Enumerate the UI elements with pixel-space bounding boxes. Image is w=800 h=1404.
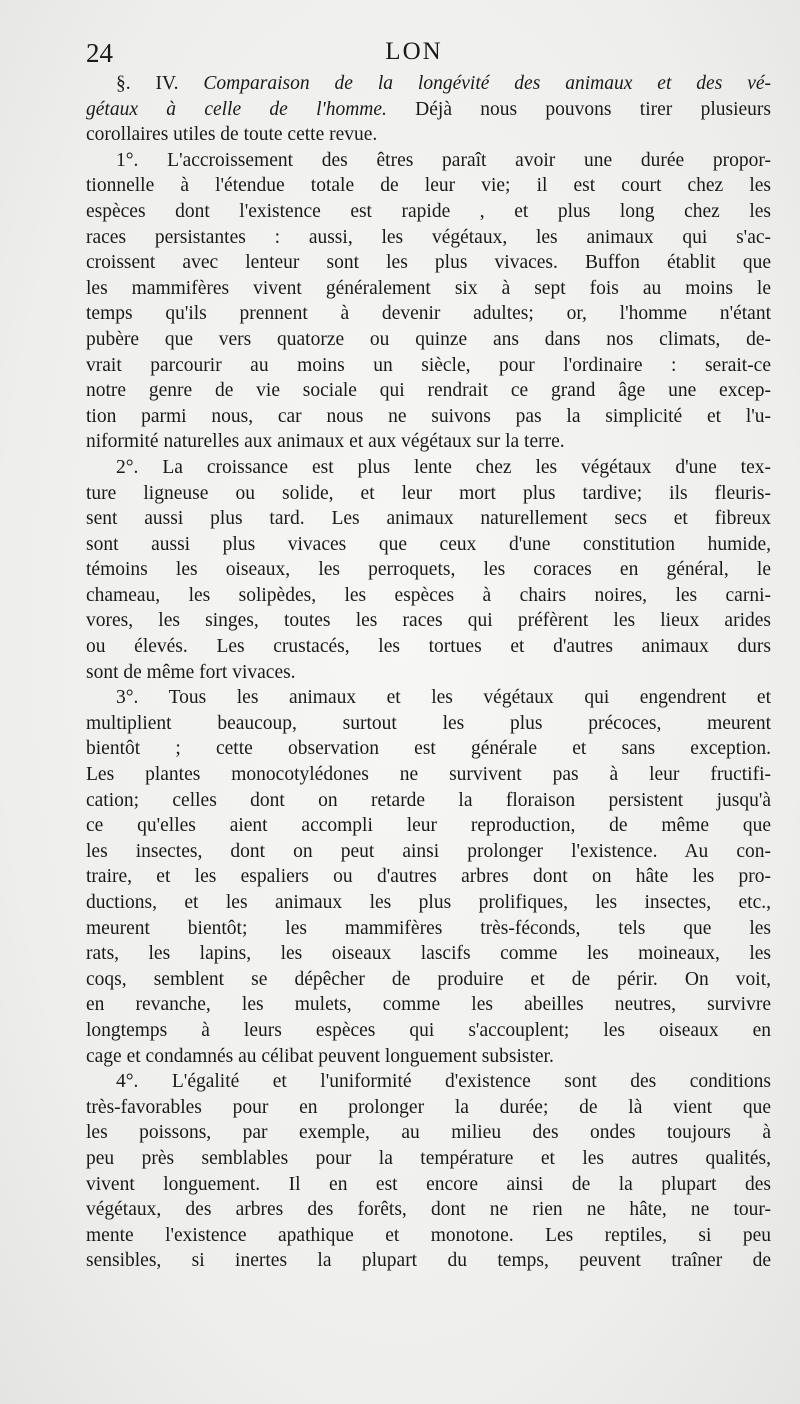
text-segment: meurent bientôt; les mammifères très-féconds, tels que les (86, 917, 771, 939)
text-segment: vivent longuement. Il en est encore ainsi de la plupart des (86, 1173, 771, 1195)
text-line (86, 429, 771, 455)
text-line (86, 173, 771, 199)
text-line (86, 378, 771, 404)
text-line (86, 1146, 771, 1172)
text-line (86, 1120, 771, 1146)
text-segment: ou élevés. Les crustacés, les tortues et d'autres animaux durs (86, 636, 771, 658)
text-segment: temps qu'ils prennent à devenir adultes; or, l'homme n'étant (86, 303, 771, 325)
text-segment: chameau, les solipèdes, les espèces à chairs noires, les carni- (86, 584, 771, 606)
text-line (86, 301, 771, 327)
text-line (86, 1069, 771, 1095)
text-segment: cation; celles dont on retarde la floraison persistent jusqu'à (86, 789, 771, 811)
text-line (86, 685, 771, 711)
text-line (86, 353, 771, 379)
text-segment: sent aussi plus tard. Les animaux naturellement secs et fibreux (86, 508, 771, 530)
text-line (86, 327, 771, 353)
italic-text: Comparaison de la longévité des animaux et des vé- (203, 73, 771, 94)
text-segment: vores, les singes, toutes les races qui préfèrent les lieux arides (86, 610, 771, 632)
text-line (86, 1197, 771, 1223)
text-line (86, 711, 771, 737)
text-segment: cage et condamnés au célibat peuvent longuement subsister. (86, 1045, 554, 1067)
text-segment: Déjà nous pouvons tirer plusieurs (386, 98, 771, 120)
text-segment: ductions, et les animaux les plus prolifiques, les insectes, etc., (86, 892, 771, 913)
text-segment: longtemps à leurs espèces qui s'accouplent; les oiseaux en (86, 1019, 771, 1041)
text-line (86, 762, 771, 788)
text-line (86, 404, 771, 430)
text-line (86, 839, 771, 865)
text-line (86, 199, 771, 225)
text-line (86, 97, 771, 123)
text-line (86, 890, 771, 916)
text-line (86, 813, 771, 839)
text-segment: notre genre de vie sociale qui rendrait ce grand âge une excep- (86, 380, 771, 402)
text-line (86, 864, 771, 890)
text-segment: rats, les lapins, les oiseaux lascifs comme les moineaux, les (86, 943, 771, 965)
text-segment: vrait parcourir au moins un siècle, pour l'ordinaire : serait-ce (86, 354, 771, 376)
text-line (86, 506, 771, 532)
text-segment: coqs, semblent se dépêcher de produire et de périr. On voit, (86, 968, 771, 990)
text-line (86, 148, 771, 174)
text-segment: sensibles, si inertes la plupart du temps, peuvent traîner de (86, 1250, 771, 1272)
text-segment: les poissons, par exemple, au milieu des ondes toujours à (86, 1122, 771, 1144)
italic-text: gétaux à celle de l'homme. (86, 98, 387, 120)
page-header (86, 38, 742, 72)
text-segment: races persistantes : aussi, les végétaux, les animaux qui s'ac- (86, 226, 771, 248)
text-segment: ture ligneuse ou solide, et leur mort plus tardive; ils fleuris- (86, 482, 771, 504)
text-segment: 4°. L'égalité et l'uniformité d'existence sont des conditions (116, 1071, 771, 1093)
text-line (86, 992, 771, 1018)
text-segment: sont aussi plus vivaces que ceux d'une constitution humide, (86, 533, 771, 555)
text-line (86, 1095, 771, 1121)
text-segment: peu près semblables pour la température et les autres qualités, (86, 1147, 771, 1169)
page-number: 24 (86, 38, 113, 68)
text-segment: §. IV. (116, 73, 204, 94)
text-line (86, 941, 771, 967)
text-line (86, 1172, 771, 1198)
text-line (86, 967, 771, 993)
text-segment: multiplient beaucoup, surtout les plus précoces, meurent (86, 712, 771, 734)
text-line (86, 557, 771, 583)
text-segment: Les plantes monocotylédones ne survivent pas à leur fructifi- (86, 764, 771, 786)
text-segment: 1°. L'accroissement des êtres paraît avoir une durée propor- (116, 149, 771, 171)
text-line (86, 736, 771, 762)
text-segment: espèces dont l'existence est rapide , et plus long chez les (86, 200, 771, 222)
text-segment: tionnelle à l'étendue totale de leur vie; il est court chez les (86, 175, 771, 197)
text-line (86, 250, 771, 276)
text-segment: corollaires utiles de toute cette revue. (86, 124, 378, 146)
text-line (86, 532, 771, 558)
text-line (86, 1248, 771, 1274)
text-line (86, 1044, 771, 1070)
text-line (86, 583, 771, 609)
text-segment: mente l'existence apathique et monotone. Les reptiles, si peu (86, 1224, 771, 1246)
text-segment: traire, et les espaliers ou d'autres arbres dont on hâte les pro- (86, 866, 771, 888)
text-line (86, 916, 771, 942)
text-segment: 3°. Tous les animaux et les végétaux qui engendrent et (116, 687, 771, 709)
text-segment: niformité naturelles aux animaux et aux végétaux sur la terre. (86, 431, 565, 453)
text-segment: témoins les oiseaux, les perroquets, les coraces en général, le (86, 559, 771, 581)
text-segment: 2°. La croissance est plus lente chez les végétaux d'une tex- (116, 456, 771, 478)
text-line (86, 660, 771, 686)
text-line (86, 225, 771, 251)
text-line (86, 634, 771, 660)
text-segment: les mammifères vivent généralement six à sept fois au moins le (86, 277, 771, 299)
text-segment: sont de même fort vivaces. (86, 661, 296, 683)
text-line (86, 455, 771, 481)
text-line (86, 481, 771, 507)
text-segment: les insectes, dont on peut ainsi prolonger l'existence. Au con- (86, 840, 771, 862)
text-line (86, 1223, 771, 1249)
text-line (86, 276, 771, 302)
running-head: LON (385, 38, 443, 65)
body-text (86, 71, 771, 1274)
text-line (86, 122, 771, 148)
text-line (86, 71, 771, 97)
text-segment: très-favorables pour en prolonger la durée; de là vient que (86, 1096, 771, 1118)
text-line (86, 788, 771, 814)
text-segment: en revanche, les mulets, comme les abeilles neutres, survivre (86, 994, 771, 1016)
text-segment: végétaux, des arbres des forêts, dont ne rien ne hâte, ne tour- (86, 1199, 771, 1221)
text-segment: pubère que vers quatorze ou quinze ans dans nos climats, de- (86, 328, 771, 350)
text-line (86, 1018, 771, 1044)
text-line (86, 608, 771, 634)
text-segment: ce qu'elles aient accompli leur reproduction, de même que (86, 815, 771, 837)
text-segment: croissent avec lenteur sont les plus vivaces. Buffon établit que (86, 252, 771, 274)
text-segment: tion parmi nous, car nous ne suivons pas la simplicité et l'u- (86, 405, 771, 427)
text-segment: bientôt ; cette observation est générale et sans exception. (86, 738, 771, 760)
